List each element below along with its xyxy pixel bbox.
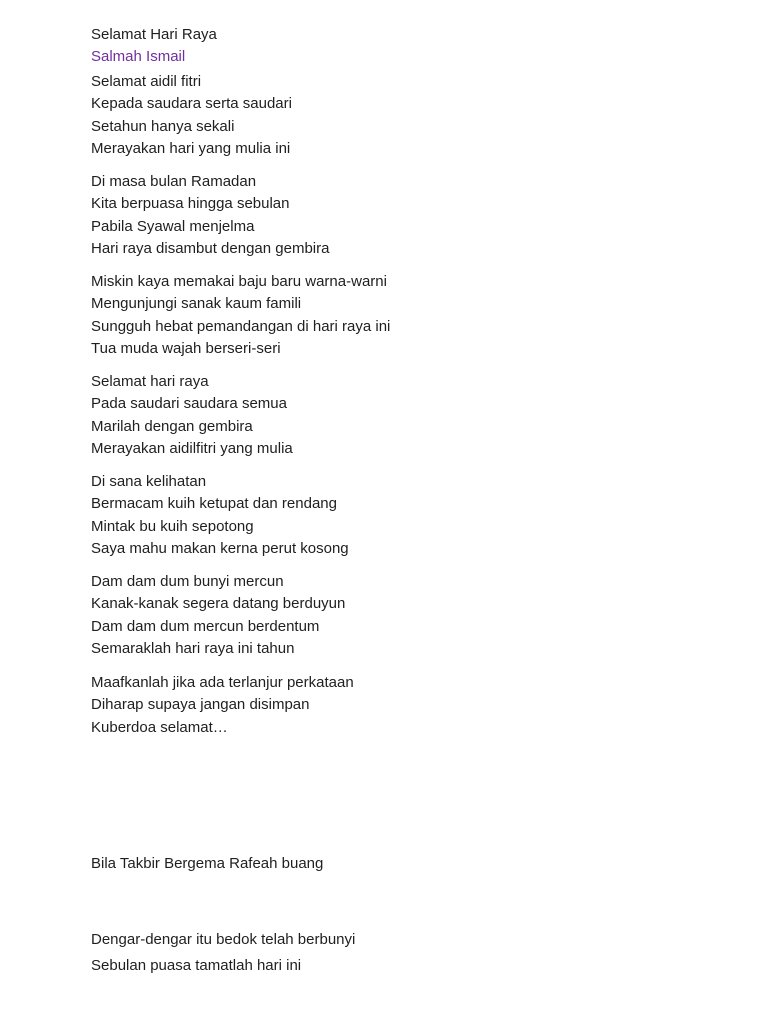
stanza-5 <box>91 471 349 560</box>
poem-line: Tua muda wajah berseri-seri <box>91 339 281 357</box>
poem-line: Mintak bu kuih sepotong <box>91 517 254 535</box>
poem-line: Merayakan aidilfitri yang mulia <box>91 439 293 457</box>
poem-line: Mengunjungi sanak kaum famili <box>91 295 302 313</box>
poem-line: Setahun hanya sekali <box>91 117 235 135</box>
stanza-2 <box>91 171 329 260</box>
poem-line: Di masa bulan Ramadan <box>91 173 257 190</box>
stanza-7 <box>91 672 354 739</box>
poem-line: Bermacam kuih ketupat dan rendang <box>91 495 337 513</box>
poem-line: Selamat hari raya <box>91 373 209 390</box>
poem-line: Kuberdoa selamat… <box>91 718 228 736</box>
poem-line: Hari raya disambut dengan gembira <box>91 239 330 257</box>
poem-line: Maafkanlah jika ada terlanjur perkataan <box>91 674 354 691</box>
poem-line: Sungguh hebat pemandangan di hari raya ini <box>91 317 391 335</box>
stanza-4 <box>91 371 293 460</box>
poem-line: Dam dam dum mercun berdentum <box>91 617 320 635</box>
poem-line: Saya mahu makan kerna perut kosong <box>91 539 349 557</box>
poem-line: Dam dam dum bunyi mercun <box>91 573 284 590</box>
stanza-6 <box>91 571 345 660</box>
second-poem-title: Bila Takbir Bergema Rafeah buang <box>91 855 324 872</box>
poem-line: Marilah dengan gembira <box>91 417 253 435</box>
poem-line: Sebulan puasa tamatlah hari ini <box>91 957 302 974</box>
poem-line: Semaraklah hari raya ini tahun <box>91 639 295 657</box>
poem-line: Pada saudari saudara semua <box>91 395 287 413</box>
poem-author: Salmah Ismail <box>91 48 186 65</box>
poem-line: Merayakan hari yang mulia ini <box>91 139 291 157</box>
stanza-1 <box>91 71 292 160</box>
poem-line: Pabila Syawal menjelma <box>91 217 255 235</box>
stanza-3 <box>91 271 390 360</box>
poem-title: Selamat Hari Raya <box>91 26 217 43</box>
poem-line: Kepada saudara serta saudari <box>91 95 292 113</box>
poem-line: Miskin kaya memakai baju baru warna-warni <box>91 273 387 290</box>
poem-line: Diharap supaya jangan disimpan <box>91 696 310 714</box>
poem-line: Dengar-dengar itu bedok telah berbunyi <box>91 931 356 948</box>
poem-line: Kita berpuasa hingga sebulan <box>91 195 290 213</box>
poem-line: Di sana kelihatan <box>91 473 207 490</box>
poem-line: Kanak-kanak segera datang berduyun <box>91 595 346 613</box>
poem-line: Selamat aidil fitri <box>91 73 202 90</box>
